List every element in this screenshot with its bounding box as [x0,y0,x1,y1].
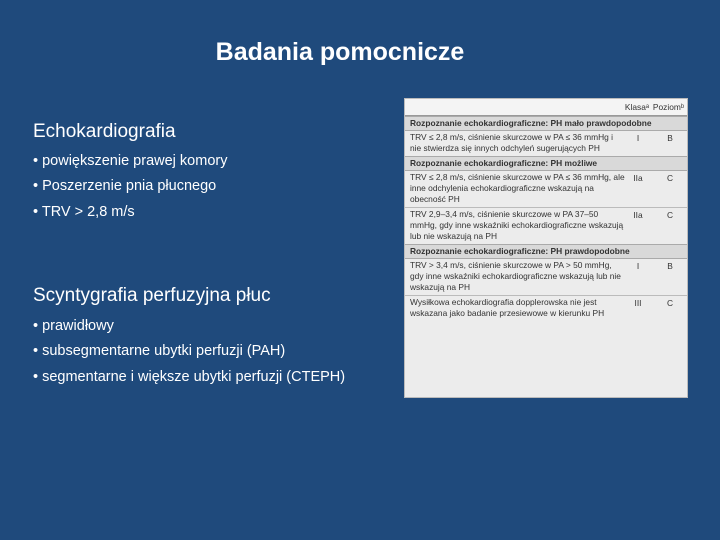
slide-title: Badania pomocnicze [215,38,465,66]
table-section-2: Rozpoznanie echokardiograficzne: PH możliwe [405,156,687,171]
table-section-1: Rozpoznanie echokardiograficzne: PH mało prawdopodobne [405,116,687,131]
scinti-bullet-3: • segmentarne i większe ubytki perfuzji (CTEPH) [33,369,346,385]
col-klasa: Klasaᵃ [624,102,649,112]
table-row: Wysiłkowa echokardiografia dopplerowska nie jest wskazana jako badanie przesiewowe w kierunku PH III C [405,295,687,321]
echo-bullet-3: • TRV > 2,8 m/s [33,204,135,220]
table-header [405,99,687,116]
echo-bullet-1: • powiększenie prawej komory [33,153,228,169]
echo-probability-table [404,98,688,398]
table-row: TRV 2,9–3,4 m/s, ciśnienie skurczowe w PA 37–50 mmHg, gdy inne wskaźniki echokardiograficzne wskazują lub nie wskazują na PH IIa C [405,207,687,244]
echo-bullet-2: • Poszerzenie pnia płucnego [33,178,217,194]
col-poziom: Poziomᵇ [652,102,684,112]
table-row: TRV ≤ 2,8 m/s, ciśnienie skurczowe w PA ≤ 36 mmHg, ale inne odchylenia echokardiograficzne wskazują na obecność PH IIa C [410,172,674,204]
scinti-bullet-2: • subsegmentarne ubytki perfuzji (PAH) [33,343,286,359]
scinti-bullet-1: • prawidłowy [33,318,114,334]
table-row: TRV ≤ 2,8 m/s, ciśnienie skurczowe w PA ≤ 36 mmHg i nie stwierdza się innych odchyleń sugerujących PH I B [410,132,673,153]
table-row: TRV > 3,4 m/s, ciśnienie skurczowe w PA > 50 mmHg, gdy inne wskaźniki echokardiograficzne wskazują lub nie wskazują na PH I B [410,260,673,292]
echo-heading: Echokardiografia [33,121,176,142]
scinti-heading: Scyntygrafia perfuzyjna płuc [33,285,271,306]
table-section-3: Rozpoznanie echokardiograficzne: PH prawdopodobne [405,244,687,259]
